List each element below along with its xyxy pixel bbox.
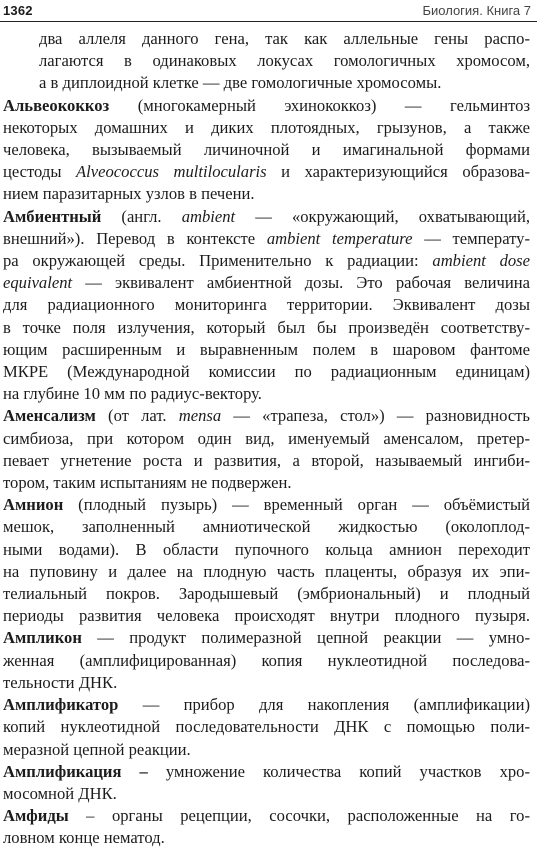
text-line: [3, 428, 530, 450]
text-line: [3, 605, 530, 627]
text-segment: тором, таким испытаниям не подвержен.: [3, 473, 292, 493]
text-segment: тельности ДНК.: [3, 672, 118, 692]
text-segment: (плодный пузырь) — временный орган — объёмистый: [63, 495, 530, 515]
text-segment: лагаются в одинаковых локусах гомологичных хромосом,: [39, 51, 530, 71]
text-segment: в точке поля излучения, который был бы произведён соответству-: [3, 317, 530, 337]
text-line: [3, 272, 530, 294]
text-segment: ра окружающей среды. Применительно к радиации:: [3, 251, 433, 271]
text-segment: некоторых домашних и диких плотоядных, грызунов, а также: [3, 117, 530, 137]
page-number: 1362: [3, 3, 33, 18]
text-segment: женная (амплифицированная) копия нуклеотидной последова-: [3, 650, 530, 670]
text-line: [3, 739, 530, 761]
text-segment: симбиоза, при котором один вид, именуемый аменсалом, претер-: [3, 428, 530, 448]
term-headword: Амбиентный: [3, 206, 102, 226]
text-segment: а в диплоидной клетке — две гомологичные хромосомы.: [39, 73, 442, 93]
text-line: [3, 472, 530, 494]
italic-text: mensa: [178, 406, 222, 426]
term-headword: Аменсализм: [3, 406, 96, 426]
term-headword: Альвеококкоз: [3, 95, 110, 115]
text-line: [3, 539, 530, 561]
italic-text: Alveococcus multilocularis: [76, 162, 267, 182]
page-header: [0, 0, 537, 22]
italic-text: ambient temperature: [266, 228, 413, 248]
text-line: [3, 494, 530, 516]
text-line: [3, 716, 530, 738]
text-segment: — температу-: [412, 228, 530, 248]
text-segment: меразной цепной реакции.: [3, 739, 191, 759]
text-line: [3, 805, 530, 827]
text-segment: ловном конце нематод.: [3, 828, 165, 848]
text-segment: человека, вызываемый личиночной и имагинальной формами: [3, 140, 530, 160]
text-segment: два аллеля данного гена, так как аллельные гены распо-: [39, 29, 530, 48]
text-segment: певает угнетение роста и развития, а второй, называемый ингиби-: [3, 450, 530, 470]
italic-text: ambient: [181, 206, 236, 226]
text-line: [3, 450, 530, 472]
text-line: [3, 583, 530, 605]
text-segment: — продукт полимеразной цепной реакции — умно-: [81, 628, 530, 648]
term-headword: Амплификация –: [3, 761, 148, 781]
text-line: [3, 650, 530, 672]
text-segment: (многокамерный эхинококкоз) — гельминтоз: [109, 95, 530, 115]
text-line: [3, 139, 530, 161]
text-line: [3, 50, 530, 72]
text-line: [3, 294, 530, 316]
text-segment: копий нуклеотидной последовательности ДНК с помощью поли-: [3, 717, 530, 737]
text-segment: ными водами). В области пупочного кольца амнион переходит: [3, 539, 530, 559]
text-segment: внешний»). Перевод в контексте: [3, 228, 267, 248]
text-segment: телиальный покров. Зародышевый (эмбриональный) и плодный: [3, 584, 530, 604]
running-title: Биология. Книга 7: [422, 3, 531, 18]
text-segment: цестоды: [3, 162, 77, 182]
text-line: [3, 405, 530, 427]
text-line: [3, 694, 530, 716]
text-line: [3, 161, 530, 183]
text-segment: — «окружающий, охватывающий,: [235, 206, 530, 226]
text-line: [3, 627, 530, 649]
term-headword: Амнион: [3, 495, 64, 515]
text-line: [3, 516, 530, 538]
text-segment: — прибор для накопления (амплификации): [118, 695, 530, 715]
text-line: [3, 672, 530, 694]
text-segment: и характеризующийся образова-: [266, 162, 531, 182]
term-headword: Ампликон: [3, 628, 82, 648]
text-line: [3, 561, 530, 583]
dictionary-text: [3, 28, 530, 850]
text-segment: (англ.: [101, 206, 182, 226]
text-line: [3, 117, 530, 139]
text-line: [3, 28, 530, 50]
term-headword: Амплификатор: [3, 695, 119, 715]
text-segment: на пуповину и далее на плодную часть плаценты, образуя их эпи-: [3, 561, 530, 581]
italic-text: ambient dose: [432, 251, 530, 271]
text-line: [3, 383, 530, 405]
text-segment: — «трапеза, стол») — разновидность: [221, 406, 531, 426]
text-line: [3, 361, 530, 383]
text-segment: на глубине 10 мм по радиус-вектору.: [3, 384, 262, 404]
text-line: [3, 783, 530, 805]
term-headword: Амфиды: [3, 806, 69, 826]
text-segment: ющим расширенным и выравненным полем в шаровом фантоме: [3, 339, 530, 359]
text-line: [3, 827, 530, 849]
text-line: [3, 317, 530, 339]
text-line: [3, 183, 530, 205]
text-segment: умножение количества копий участков хро-: [147, 761, 530, 781]
text-line: [3, 339, 530, 361]
text-line: [3, 95, 530, 117]
text-segment: – органы рецепции, сосочки, расположенные на го-: [68, 806, 530, 826]
text-line: [3, 72, 530, 94]
text-segment: мосомной ДНК.: [3, 783, 117, 803]
text-segment: мешок, заполненный амниотической жидкостью (околоплод-: [3, 517, 530, 537]
text-segment: МКРЕ (Международной комиссии по радиационным единицам): [3, 362, 530, 382]
header-rule: [0, 21, 537, 22]
text-segment: (от лат.: [95, 406, 179, 426]
text-segment: для радиационного мониторинга территории. Эквивалент дозы: [3, 295, 530, 315]
text-segment: нием паразитарных узлов в печени.: [3, 184, 255, 204]
italic-text: equivalent: [3, 273, 73, 293]
text-line: [3, 250, 530, 272]
text-segment: периоды развития человека происходят внутри плодного пузыря.: [3, 606, 530, 626]
text-line: [3, 228, 530, 250]
text-segment: — эквивалент амбиентной дозы. Это рабочая величина: [72, 273, 530, 293]
text-line: [3, 761, 530, 783]
text-line: [3, 206, 530, 228]
